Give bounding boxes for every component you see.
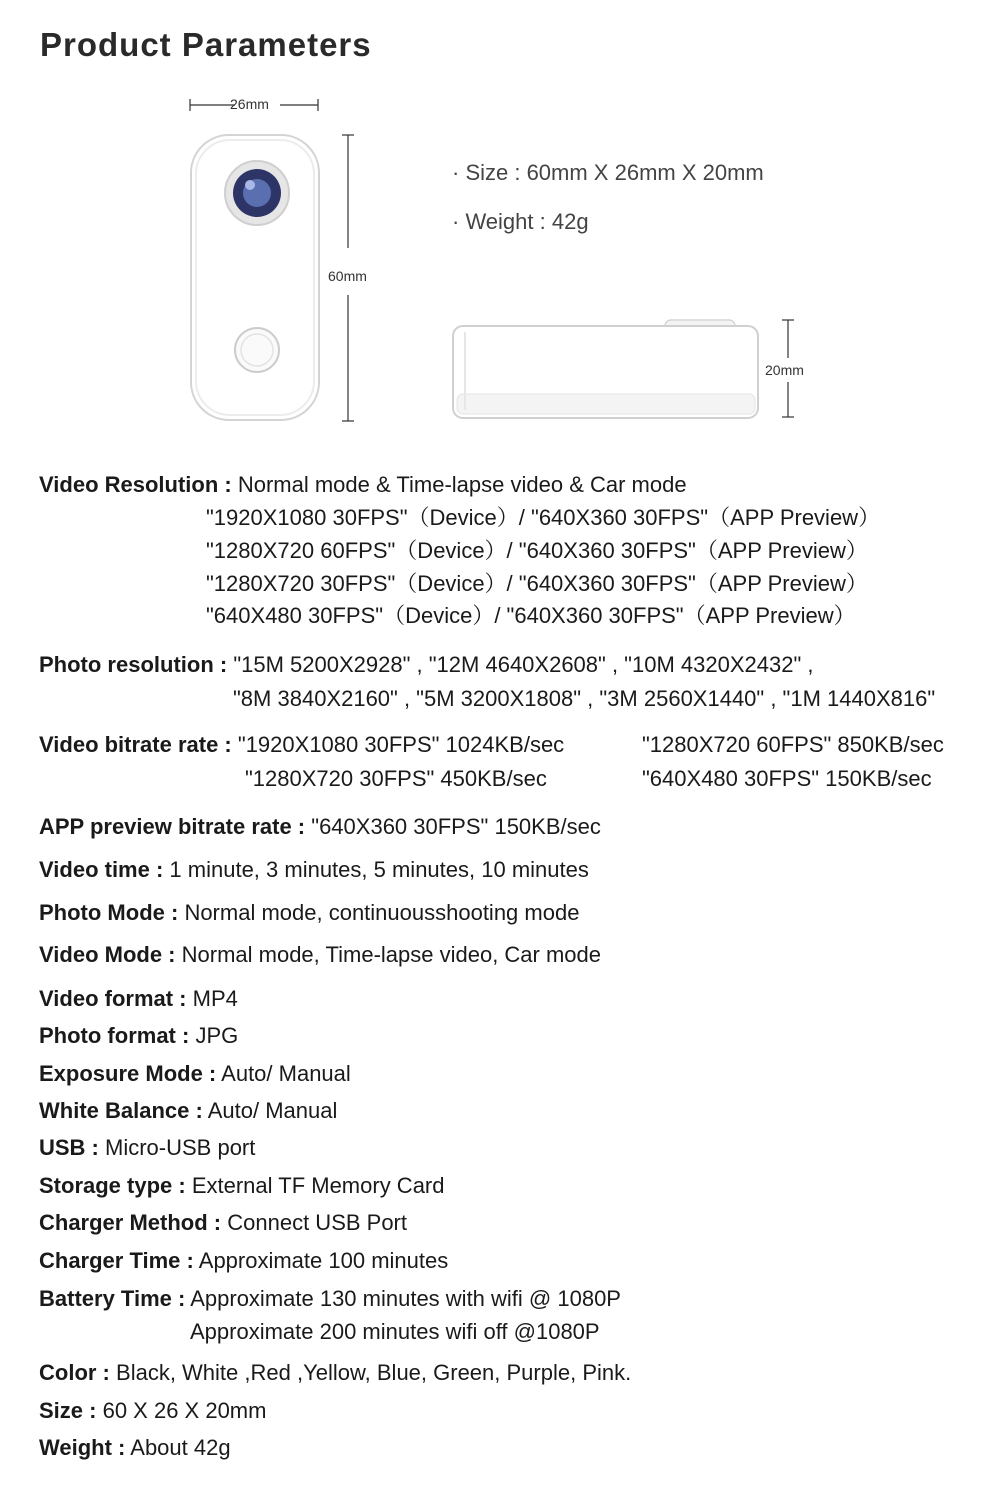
video-resolution-line-5: "640X480 30FPS"（Device）/ "640X360 30FPS"（APP Preview）: [206, 603, 856, 628]
size-row: [39, 1394, 266, 1427]
usb-label: USB :: [39, 1135, 99, 1160]
photo-format-value: JPG: [195, 1023, 239, 1048]
height-dimension-label: 60mm: [328, 268, 367, 284]
exposure-mode-label: Exposure Mode :: [39, 1061, 217, 1086]
charger-method-label: Charger Method :: [39, 1210, 222, 1235]
video-mode-value: Normal mode, Time-lapse video, Car mode: [181, 942, 602, 967]
photo-mode-value: Normal mode, continuousshooting mode: [184, 900, 580, 925]
exposure-mode-value: Auto/ Manual: [221, 1061, 351, 1086]
white-balance-row: [39, 1094, 337, 1127]
color-row: [39, 1356, 631, 1389]
video-resolution-line-4: "1280X720 30FPS"（Device）/ "640X360 30FPS"（APP Preview）: [206, 571, 868, 596]
color-value: Black, White ,Red ,Yellow, Blue, Green, Purple, Pink.: [116, 1360, 632, 1385]
video-bitrate-col1-line1: "1920X1080 30FPS" 1024KB/sec: [237, 732, 565, 757]
charger-time-row: [39, 1244, 448, 1277]
photo-resolution-label: Photo resolution :: [39, 652, 228, 677]
video-mode-label: Video Mode :: [39, 942, 176, 967]
weight-row: [39, 1431, 231, 1464]
charger-method-value: Connect USB Port: [227, 1210, 407, 1235]
video-format-value: MP4: [192, 986, 238, 1011]
charger-time-label: Charger Time :: [39, 1248, 194, 1273]
app-preview-bitrate-row: [39, 810, 601, 843]
battery-time-line-2: Approximate 200 minutes wifi off @1080P: [190, 1319, 600, 1344]
charger-time-value: Approximate 100 minutes: [198, 1248, 449, 1273]
video-bitrate-label: Video bitrate rate :: [39, 732, 232, 757]
size-value: 60 X 26 X 20mm: [102, 1398, 267, 1423]
white-balance-value: Auto/ Manual: [207, 1098, 338, 1123]
video-resolution-label: Video Resolution :: [39, 472, 232, 497]
weight-value: About 42g: [130, 1435, 231, 1460]
video-time-value: 1 minute, 3 minutes, 5 minutes, 10 minutes: [169, 857, 589, 882]
usb-row: [39, 1131, 255, 1164]
storage-type-value: External TF Memory Card: [191, 1173, 445, 1198]
white-balance-label: White Balance :: [39, 1098, 203, 1123]
photo-mode-row: [39, 896, 579, 929]
camera-front-illustration: [180, 90, 380, 430]
video-bitrate-col2-line1: "1280X720 60FPS" 850KB/sec: [642, 732, 944, 757]
video-resolution-line-3: "1280X720 60FPS"（Device）/ "640X360 30FPS"（APP Preview）: [206, 538, 868, 563]
width-dimension-label: 26mm: [230, 96, 269, 112]
size-summary: · Size : 60mm X 26mm X 20mm: [452, 160, 764, 185]
size-label: Size :: [39, 1398, 97, 1423]
video-resolution-line-2: "1920X1080 30FPS"（Device）/ "640X360 30FPS"（APP Preview）: [206, 505, 881, 530]
storage-type-label: Storage type :: [39, 1173, 186, 1198]
battery-time-row: [39, 1282, 621, 1315]
weight-label: Weight :: [39, 1435, 126, 1460]
exposure-mode-row: [39, 1057, 351, 1090]
depth-dimension-label: 20mm: [765, 362, 804, 378]
app-preview-bitrate-label: APP preview bitrate rate :: [39, 814, 306, 839]
charger-method-row: [39, 1206, 407, 1239]
storage-type-row: [39, 1169, 444, 1202]
video-resolution-row: [39, 468, 687, 501]
page-title: Product Parameters: [40, 26, 372, 63]
video-mode-row: [39, 938, 601, 971]
video-format-label: Video format :: [39, 986, 187, 1011]
photo-resolution-line-1: "15M 5200X2928" , "12M 4640X2608" , "10M 4320X2432" ,: [233, 652, 814, 677]
photo-format-row: [39, 1019, 238, 1052]
photo-format-label: Photo format :: [39, 1023, 190, 1048]
photo-resolution-line-2: "8M 3840X2160" , "5M 3200X1808" , "3M 2560X1440" , "1M 1440X816": [233, 686, 936, 711]
battery-time-line-1: Approximate 130 minutes with wifi @ 1080P: [190, 1286, 621, 1311]
photo-mode-label: Photo Mode :: [39, 900, 179, 925]
video-time-label: Video time :: [39, 857, 164, 882]
photo-resolution-row: [39, 648, 813, 681]
usb-value: Micro-USB port: [105, 1135, 256, 1160]
video-format-row: [39, 982, 238, 1015]
video-resolution-line-1: Normal mode & Time-lapse video & Car mode: [237, 472, 687, 497]
color-label: Color :: [39, 1360, 110, 1385]
camera-side-illustration: [445, 310, 815, 435]
battery-time-label: Battery Time :: [39, 1286, 186, 1311]
app-preview-bitrate-value: "640X360 30FPS" 150KB/sec: [311, 814, 601, 839]
video-bitrate-row: [39, 728, 564, 761]
video-bitrate-col2-line2: "640X480 30FPS" 150KB/sec: [642, 766, 932, 791]
video-time-row: [39, 853, 589, 886]
weight-summary: · Weight : 42g: [452, 209, 589, 234]
video-bitrate-col1-line2: "1280X720 30FPS" 450KB/sec: [245, 766, 547, 791]
